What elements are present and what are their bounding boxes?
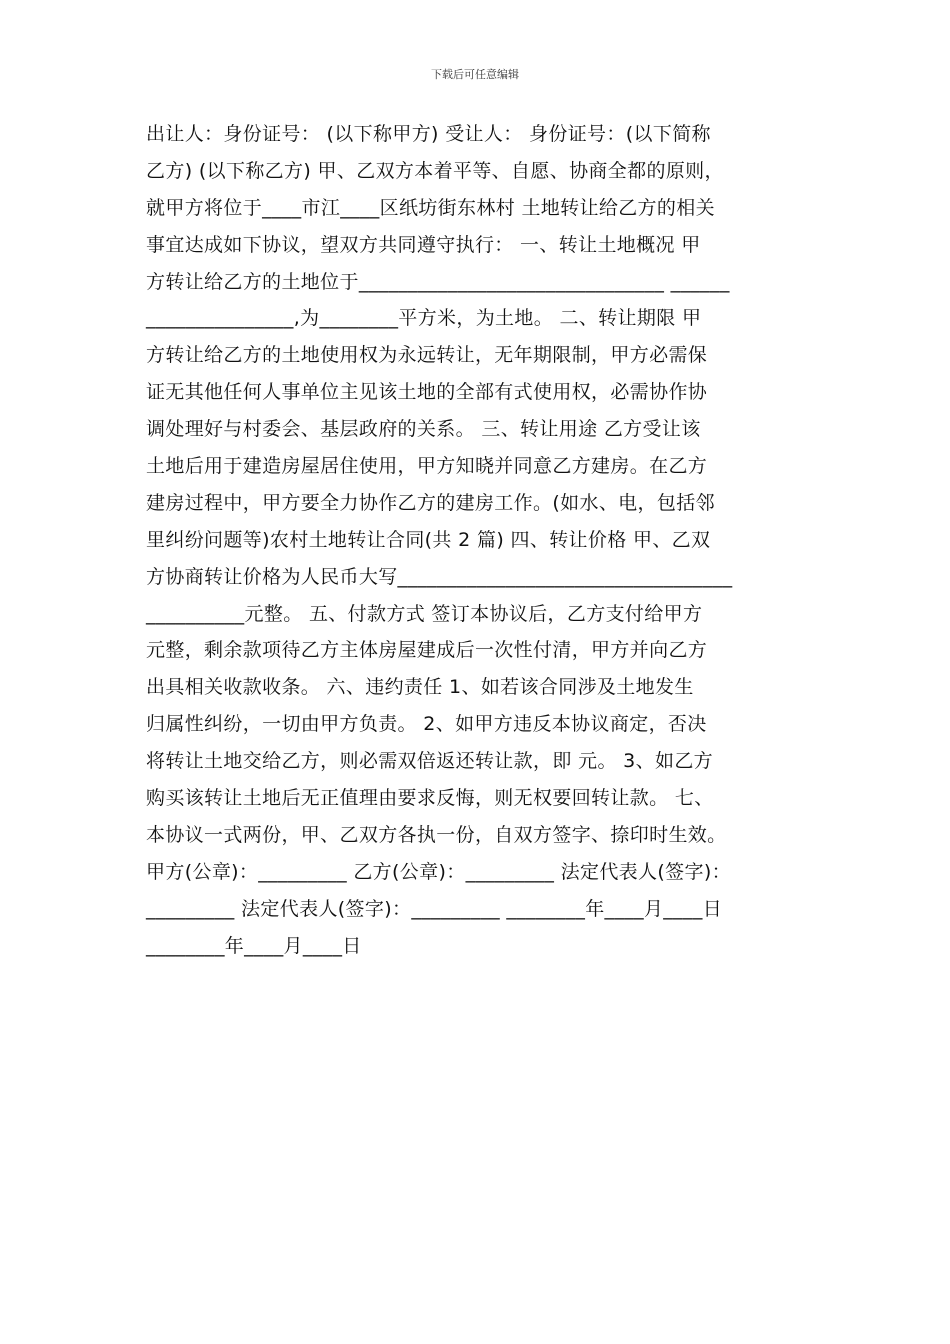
text-line: 出具相关收款收条。 六、违约责任 1、如若该合同涉及土地发生 bbox=[146, 676, 694, 699]
text-line: _______________,为________平方米，为土地。 二、转让期限 甲 bbox=[146, 307, 702, 330]
text-line: 将转让土地交给乙方，则必需双倍返还转让款，即 元。 3、如乙方 bbox=[146, 750, 714, 773]
text-line: 证无其他任何人事单位主见该土地的全部有式使用权，必需协作协 bbox=[146, 381, 708, 404]
text-line: 建房过程中，甲方要全力协作乙方的建房工作。(如水、电，包括邻 bbox=[146, 491, 715, 514]
text-line: _________ 法定代表人(签字)：_________ ________年____月____日 bbox=[146, 897, 723, 920]
text-line: ________年____月____日 bbox=[146, 934, 362, 957]
text-line: 本协议一式两份，甲、乙双方各执一份，自双方签字、捺印时生效。 bbox=[146, 823, 727, 846]
text-line: 归属性纠纷，一切由甲方负责。 2、如甲方违反本协议商定，否决 bbox=[146, 713, 707, 736]
text-line: 调处理好与村委会、基层政府的关系。 三、转让用途 乙方受让该 bbox=[146, 418, 701, 441]
text-line: 里纠纷问题等)农村土地转让合同(共 2 篇) 四、转让价格 甲、乙双 bbox=[146, 528, 711, 551]
text-line: 甲方(公章)：_________ 乙方(公章)：_________ 法定代表人(签字)： bbox=[146, 860, 731, 883]
text-line: 事宜达成如下协议，望双方共同遵守执行： 一、转让土地概况 甲 bbox=[146, 233, 701, 256]
text-line: 土地后用于建造房屋居住使用，甲方知晓并同意乙方建房。在乙方 bbox=[146, 455, 708, 478]
text-line: 方协商转让价格为人民币大写__________________________________ bbox=[146, 565, 733, 588]
text-line: 元整，剩余款项待乙方主体房屋建成后一次性付清，甲方并向乙方 bbox=[146, 639, 708, 662]
text-line: 方转让给乙方的土地使用权为永远转让，无年期限制，甲方必需保 bbox=[146, 344, 708, 367]
text-line: 方转让给乙方的土地位于_______________________________ ______ bbox=[146, 270, 730, 293]
text-line: 就甲方将位于____市江____区纸坊街东林村 土地转让给乙方的相关 bbox=[146, 196, 715, 219]
text-line: 乙方) (以下称乙方) 甲、乙双方本着平等、自愿、协商全都的原则， bbox=[146, 159, 724, 182]
text-line: __________元整。 五、付款方式 签订本协议后，乙方支付给甲方 bbox=[146, 602, 703, 625]
page-header: 下载后可任意编辑 bbox=[431, 68, 519, 81]
contract-body bbox=[146, 116, 808, 964]
text-line: 出让人：身份证号： (以下称甲方) 受让人： 身份证号：(以下简称 bbox=[146, 123, 711, 145]
text-line: 购买该转让土地后无正值理由要求反悔，则无权要回转让款。 七、 bbox=[146, 787, 714, 810]
